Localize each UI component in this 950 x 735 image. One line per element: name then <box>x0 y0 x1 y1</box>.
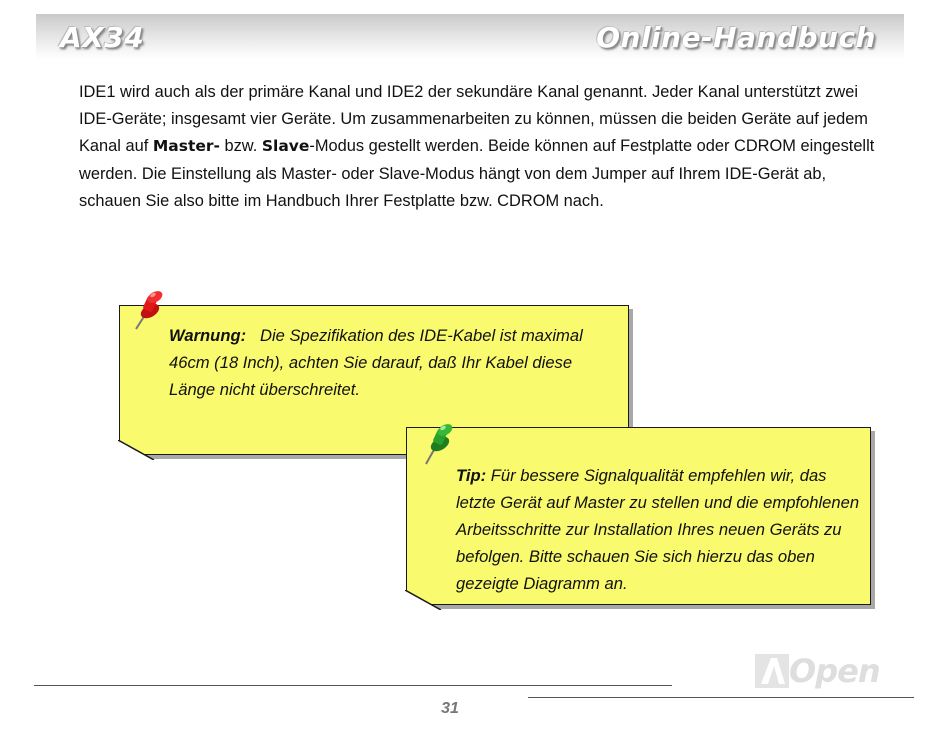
tip-body: Für bessere Signalqualität empfehlen wir, das letzte Gerät auf Master zu stellen und die empfohlenen Arbeitsschritte zur Installation Ihres neuen Geräts zu befolgen. Bitte schauen Sie sich hierzu das oben gezeigte Diagramm an. <box>456 466 860 593</box>
footer-rule-right <box>528 697 914 698</box>
warning-text <box>169 322 609 403</box>
body-text-part-1: IDE1 wird auch als der primäre Kanal und IDE2 der sekundäre Kanal genannt. Jeder Kanal unterstützt zwei IDE-Geräte; insgesamt vier Geräte. Um zusammenarbeiten zu können, müssen die beiden Geräte auf jedem Kanal auf <box>79 83 868 156</box>
logo-wordmark: Open <box>789 652 880 690</box>
tip-text <box>456 462 866 597</box>
tip-label: Tip: <box>456 466 487 485</box>
body-text-part-3: -Modus gestellt werden. Beide können auf Festplatte oder CDROM eingestellt werden. Die Einstellung als Master- oder Slave-Modus hängt von dem Jumper auf Ihrem IDE-Gerät ab, schauen Sie also bitte im Handbuch Ihrer Festplatte bzw. CDROM nach. <box>79 137 875 210</box>
note-folded-corner <box>118 440 158 460</box>
green-pushpin-icon <box>418 420 458 468</box>
page-number: 31 <box>441 700 459 717</box>
tip-note <box>406 427 871 605</box>
warning-body: Die Spezifikation des IDE-Kabel ist maximal 46cm (18 Inch), achten Sie darauf, daß Ihr Kabel diese Länge nicht überschreitet. <box>169 326 583 399</box>
slave-term: Slave <box>261 137 310 156</box>
red-pushpin-icon <box>128 289 168 335</box>
body-text-part-2: bzw. <box>219 137 262 156</box>
warning-label: Warnung: <box>169 326 247 345</box>
footer-rule-left <box>34 685 672 686</box>
body-paragraph <box>79 79 891 215</box>
aopen-logo <box>755 650 895 694</box>
header-manual-title: Online-Handbuch <box>596 21 876 54</box>
logo-a-mark-icon <box>755 652 793 690</box>
master-term: Master- <box>152 137 220 156</box>
note-folded-corner <box>405 590 445 610</box>
header-model-title: AX34 <box>60 21 145 54</box>
